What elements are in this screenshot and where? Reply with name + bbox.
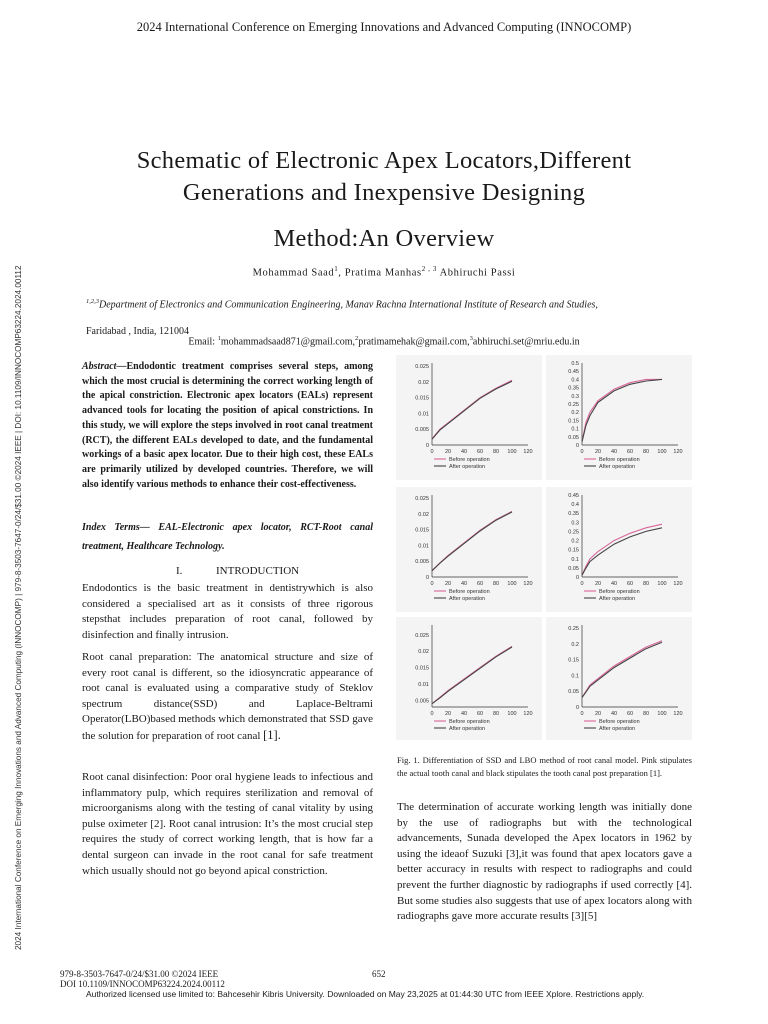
author-1-sup: 1	[334, 265, 339, 273]
x-tick-label: 20	[594, 449, 602, 455]
x-tick-label: 60	[626, 581, 634, 587]
email-sup-1: 1	[217, 335, 221, 342]
x-tick-label: 40	[610, 581, 618, 587]
author-3: Abhiruchi Passi	[436, 267, 516, 279]
x-tick-label: 20	[444, 449, 452, 455]
x-tick-label: 80	[492, 449, 500, 455]
x-tick-label: 40	[460, 449, 468, 455]
footer-identifiers	[60, 969, 225, 989]
x-tick-label: 80	[642, 711, 650, 717]
x-tick-label: 60	[476, 711, 484, 717]
y-tick-label: 0.025	[415, 632, 429, 639]
y-tick-label: 0.45	[568, 369, 579, 376]
x-tick-label: 60	[626, 449, 634, 455]
abstract-text: Endodontic treatment comprises several steps, among which the most crucial is determining the correct working length of the apical constriction. Electronic apex locators (EALs) represent advanced tools for locating the position of apical constrictions. In this study, we will explore the steps involved in root canal treatment (RCT), the different EALs developed to date, and the fundamental workings of a basic apex locator. Due to their high cost, these EALs are primarily utilized by developed countries. Therefore, we will also identify various methods to enhance their cost-effectiveness.	[82, 361, 373, 490]
affiliation-sup: 1,2,3	[86, 298, 99, 305]
title-line-3: Method:An Overview	[273, 225, 495, 252]
y-tick-label: 0.25	[568, 626, 579, 633]
x-tick-label: 0	[580, 449, 584, 455]
chart-panel-2	[546, 355, 692, 480]
x-tick-label: 40	[460, 581, 468, 587]
y-tick-label: 0.1	[571, 673, 579, 680]
x-tick-label: 40	[610, 711, 618, 717]
email-sup-2: 2	[355, 335, 359, 342]
paragraph-canal-preparation-text: Root canal preparation: The anatomical structure and size of every root canal is different, so the idiosyncratic appearance of root canal is evaluated using a comparative study of Steklov spectrum distance(SSD) and Laplace-Beltrami Operator(LBO)based methods which demonstrated that SSD gave the solution for preparation of root canal	[82, 651, 373, 742]
x-tick-label: 100	[507, 449, 517, 455]
y-tick-label: 0	[575, 575, 579, 581]
y-tick-label: 0.25	[568, 529, 579, 536]
y-tick-label: 0.45	[568, 493, 579, 499]
figure-caption-label: Fig. 1.	[397, 755, 420, 765]
x-tick-label: 20	[444, 711, 452, 717]
paragraph-disinfection: Root canal disinfection: Poor oral hygiene leads to infectious and inflammatory pulp, which requires sterilization and removal of microorganisms along with the testing of canal vitality by using pulse oximeter [2]. Root canal intrusion: It’s the most crucial step requires the study of correct working length, that is how far a dental surgeon can invade in the root canal for safe treatment which usually should not go beyond apical constriction.	[82, 771, 373, 877]
legend-label: After operation	[599, 464, 636, 470]
x-tick-label: 0	[430, 581, 434, 587]
index-terms-dash: —	[139, 522, 159, 533]
y-tick-label: 0.05	[568, 689, 579, 696]
y-tick-label: 0.15	[568, 657, 579, 664]
index-terms-label: Index Terms	[82, 522, 140, 533]
x-tick-label: 80	[492, 581, 500, 587]
chart-panel-4	[546, 487, 692, 612]
author-list	[0, 265, 768, 279]
paragraph-canal-preparation	[82, 650, 373, 745]
figure-caption	[397, 754, 692, 779]
x-tick-label: 60	[476, 581, 484, 587]
legend-label: After operation	[599, 726, 636, 732]
legend-label: Before operation	[449, 457, 490, 463]
legend-label: Before operation	[599, 457, 640, 463]
affiliation-city: Faridabad , India, 121004	[86, 326, 190, 338]
email-sup-3: 3	[469, 335, 473, 342]
y-tick-label: 0.1	[571, 556, 579, 563]
y-tick-label: 0.05	[568, 565, 579, 572]
sidebar-citation: 2024 International Conference on Emerging Innovations and Advanced Computing (INNOCOMP) | 979-8-3503-7647-0/24/$31.00 ©2024 IEEE | DOI: 10.1109/INNOCOMP63224.2024.00112	[14, 265, 23, 950]
author-1: Mohammad Saad	[252, 267, 335, 279]
title-line-2: Generations and Inexpensive Designing	[182, 179, 586, 206]
x-tick-label: 120	[523, 581, 533, 587]
legend-label: After operation	[449, 596, 486, 602]
paper-title	[60, 145, 708, 255]
x-tick-label: 100	[507, 711, 517, 717]
x-tick-label: 80	[492, 711, 500, 717]
legend-label: Before operation	[599, 719, 640, 725]
y-tick-label: 0.05	[568, 434, 579, 441]
section-number: I.	[176, 565, 183, 577]
legend-label: After operation	[449, 726, 486, 732]
paragraph-working-length: The determination of accurate working length was initially done by the use of radiographs but with the technological advancements, Sunada developed the Apex locators in 1962 by using the ideaof Suzuki [3],it was found that apex locators gave a better accuracy in results with respect to radiographs and could prevent the further diagnostic by radiographs if used correctly [4]. But some studies also suggests that use of apex locators along with radiographs gave more accurate results [3][5]	[397, 801, 692, 923]
affiliation-text: Department of Electronics and Communication Engineering, Manav Rachna International Institute of Research and Studies,	[99, 299, 598, 311]
y-tick-label: 0.4	[571, 377, 579, 384]
abstract-dash: —	[116, 361, 127, 372]
x-tick-label: 40	[610, 449, 618, 455]
y-tick-label: 0.1	[571, 426, 579, 433]
y-tick-label: 0.005	[415, 427, 429, 434]
citation-ref-1[interactable]: [1].	[263, 727, 281, 742]
x-tick-label: 120	[523, 449, 533, 455]
y-tick-label: 0.015	[415, 527, 429, 534]
email-line	[0, 335, 768, 347]
email-3[interactable]: abhiruchi.set@mriu.edu.in	[472, 336, 580, 348]
y-tick-label: 0.2	[571, 641, 579, 648]
page-number: 652	[372, 969, 386, 979]
y-tick-label: 0.3	[571, 393, 579, 400]
x-tick-label: 20	[594, 711, 602, 717]
abstract	[82, 360, 373, 492]
x-tick-label: 20	[594, 581, 602, 587]
section-title: INTRODUCTION	[216, 565, 300, 577]
x-tick-label: 60	[626, 711, 634, 717]
email-2[interactable]: pratimamehak@gmail.com,	[358, 336, 470, 348]
chart-panel-5	[396, 617, 542, 740]
chart-panel-1	[396, 355, 542, 480]
y-tick-label: 0	[575, 705, 579, 711]
conference-header: 2024 International Conference on Emerging Innovations and Advanced Computing (INNOCOMP)	[136, 20, 632, 34]
y-tick-label: 0.02	[418, 649, 429, 656]
x-tick-label: 40	[460, 711, 468, 717]
y-tick-label: 0.005	[415, 559, 429, 566]
x-tick-label: 80	[642, 449, 650, 455]
y-tick-label: 0.02	[418, 511, 429, 518]
x-tick-label: 0	[430, 449, 434, 455]
author-2-sup: 2 , 3	[421, 265, 437, 273]
x-tick-label: 100	[657, 711, 667, 717]
legend-label: Before operation	[449, 719, 490, 725]
x-tick-label: 120	[673, 581, 683, 587]
y-tick-label: 0.005	[415, 698, 429, 705]
email-1[interactable]: mohammadsaad871@gmail.com,	[220, 336, 355, 348]
y-tick-label: 0.35	[568, 511, 579, 518]
y-tick-label: 0.35	[568, 385, 579, 392]
x-tick-label: 100	[657, 581, 667, 587]
y-tick-label: 0	[425, 575, 429, 581]
x-tick-label: 120	[673, 449, 683, 455]
legend-label: After operation	[449, 464, 486, 470]
figure-caption-text: Differentiation of SSD and LBO method of root canal model. Pink stipulates the actual tooth canal and black stipulates the tooth canal post preparation [1].	[397, 755, 692, 778]
x-tick-label: 20	[444, 581, 452, 587]
y-tick-label: 0.4	[571, 502, 579, 509]
index-terms	[82, 518, 373, 556]
paragraph-intro: Endodontics is the basic treatment in dentistrywhich is also considered a specialised art as it consists of three rigorous stepsthat includes preparation of root canal, followed by disinfection and finally intrusion.	[82, 582, 373, 641]
x-tick-label: 0	[430, 711, 434, 717]
y-tick-label: 0.015	[415, 395, 429, 402]
footer-doi: DOI 10.1109/INNOCOMP63224.2024.00112	[60, 979, 225, 989]
y-tick-label: 0.02	[418, 379, 429, 386]
chart-panel-3	[396, 487, 542, 612]
footer-isbn: 979-8-3503-7647-0/24/$31.00 ©2024 IEEE	[60, 969, 219, 979]
license-notice: Authorized licensed use limited to: Bahcesehir Kibris University. Downloaded on May 23,2025 at 01:44:30 UTC from IEEE Xplore. Restrictions apply.	[86, 989, 645, 999]
y-tick-label: 0.25	[568, 402, 579, 408]
x-tick-label: 80	[642, 581, 650, 587]
title-line-1: Schematic of Electronic Apex Locators,Different	[136, 147, 632, 174]
email-label: Email:	[188, 336, 218, 348]
x-tick-label: 100	[657, 449, 667, 455]
y-tick-label: 0.15	[568, 547, 579, 554]
y-tick-label: 0.01	[418, 543, 429, 550]
y-tick-label: 0.3	[571, 520, 579, 527]
y-tick-label: 0.01	[418, 411, 429, 418]
x-tick-label: 0	[580, 581, 584, 587]
y-tick-label: 0.5	[571, 361, 579, 367]
y-tick-label: 0	[575, 443, 579, 449]
x-tick-label: 120	[673, 711, 683, 717]
legend-label: Before operation	[449, 589, 490, 595]
y-tick-label: 0.015	[415, 665, 429, 672]
y-tick-label: 0.025	[415, 364, 429, 371]
y-tick-label: 0.01	[418, 682, 429, 689]
y-tick-label: 0.2	[571, 538, 579, 545]
abstract-label: Abstract	[82, 361, 117, 372]
legend-label: After operation	[599, 596, 636, 602]
chart-panel-6	[546, 617, 692, 740]
x-tick-label: 100	[507, 581, 517, 587]
x-tick-label: 60	[476, 449, 484, 455]
x-tick-label: 0	[580, 711, 584, 717]
x-tick-label: 120	[523, 711, 533, 717]
legend-label: Before operation	[599, 589, 640, 595]
y-tick-label: 0	[425, 443, 429, 449]
author-2: Pratima Manhas	[344, 267, 422, 279]
author-separator: ,	[338, 267, 345, 279]
index-terms-text: EAL-Electronic apex locator, RCT-Root canal treatment, Healthcare Technology	[82, 522, 373, 552]
y-tick-label: 0.15	[568, 418, 579, 425]
figure-1	[396, 355, 692, 740]
figure-1-charts	[396, 355, 692, 740]
y-tick-label: 0.025	[415, 496, 429, 503]
index-terms-end: .	[222, 541, 225, 552]
y-tick-label: 0.2	[571, 410, 579, 417]
